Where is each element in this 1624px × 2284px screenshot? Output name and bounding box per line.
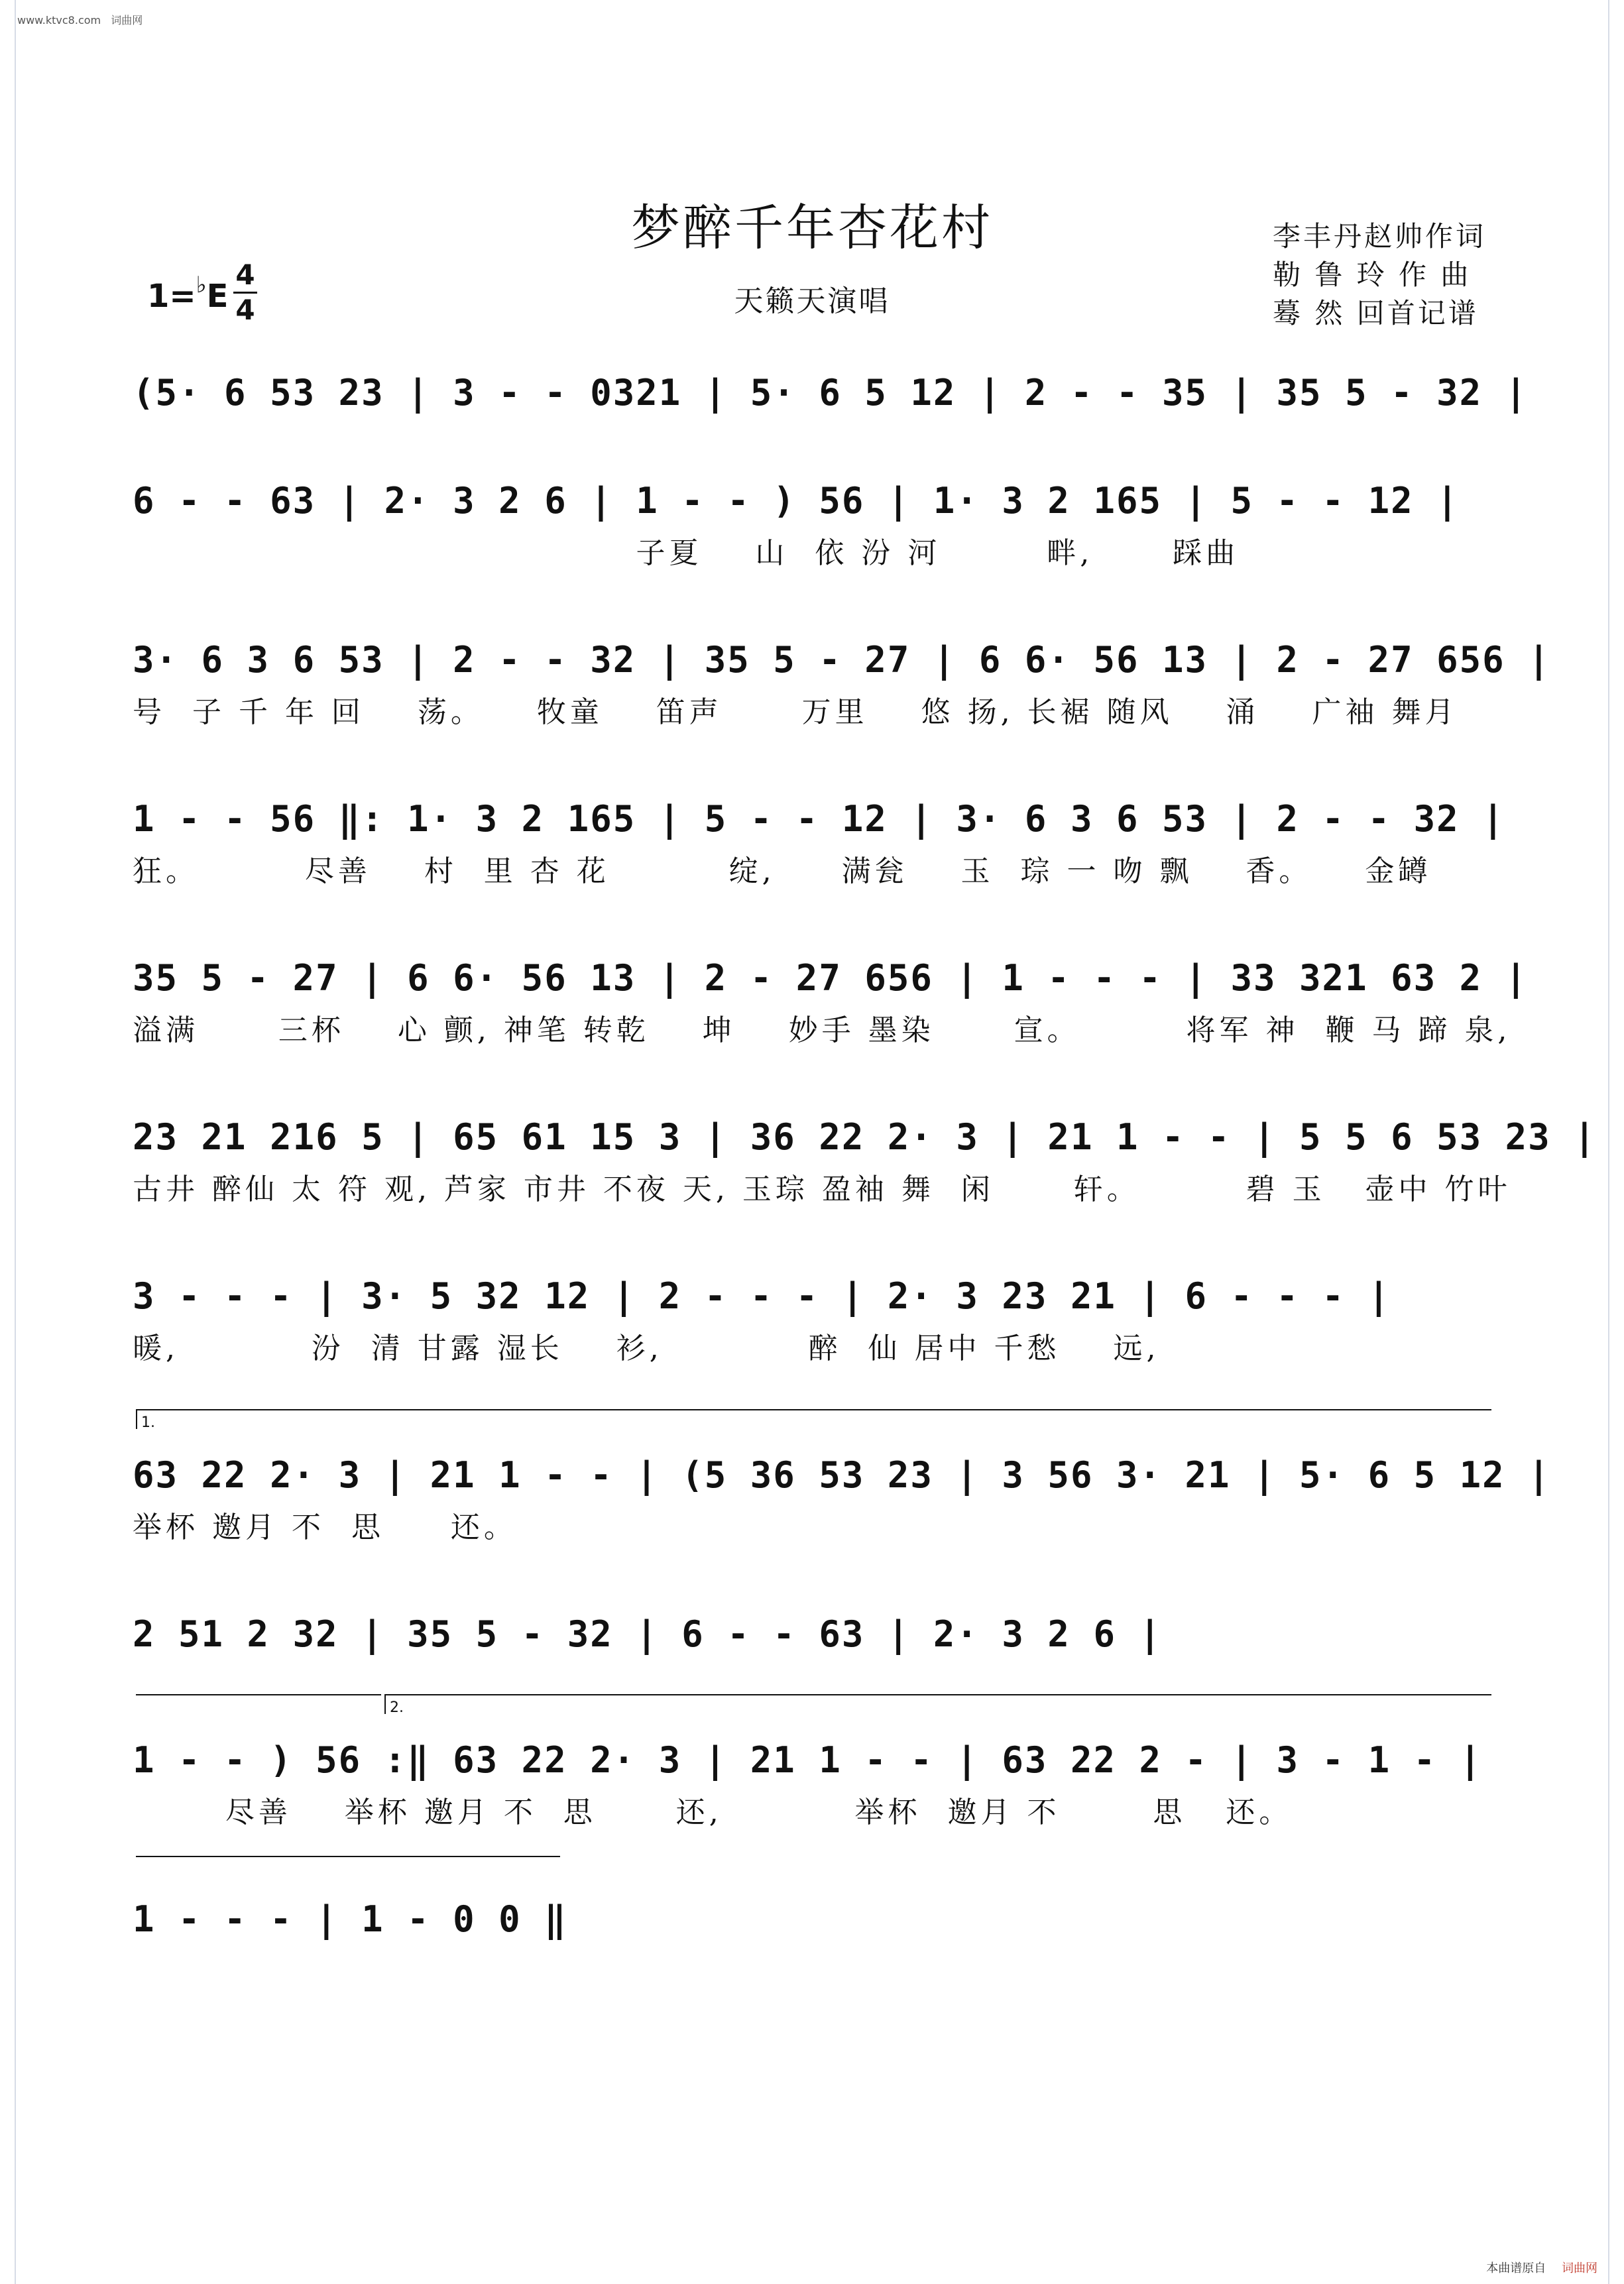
lyrics-row: 溢满 三杯 心 颤, 神笔 转乾 坤 妙手 墨染 宣。 将军 神 鞭 马 蹄 泉, bbox=[133, 1013, 1511, 1047]
key-prefix: 1= bbox=[147, 278, 196, 315]
notation-row bbox=[133, 1609, 1491, 1662]
second-ending-label: 2. bbox=[390, 1699, 404, 1716]
notation-row bbox=[133, 635, 1551, 688]
right-margin-strip bbox=[1608, 0, 1624, 2284]
notation-text: 63 22 2· 3 | 21 1 - - | (5 36 53 23 | 3 56 3· 21 | 5· 6 5 12 | bbox=[133, 1454, 1551, 1496]
score-system-10 bbox=[133, 1735, 1491, 1828]
first-ending-hook bbox=[136, 1410, 137, 1429]
notation-text: (5· 6 53 23 | 3 - - 0321 | 5· 6 5 12 | 2 - - 35 | 35 5 - 32 | bbox=[133, 372, 1529, 414]
notation-text: 3· 6 3 6 53 | 2 - - 32 | 35 5 - 27 | 6 6· 56 13 | 2 - 27 656 | bbox=[133, 639, 1551, 681]
footer-source-label: 本曲谱原自 bbox=[1486, 2261, 1546, 2275]
score-system-4 bbox=[133, 794, 1505, 888]
credits bbox=[1273, 217, 1486, 333]
lyrics-row: 号 子 千 年 回 荡。 牧童 笛声 万里 悠 扬, 长裾 随风 涌 广袖 舞月 bbox=[133, 695, 1458, 729]
notation-row bbox=[133, 1271, 1491, 1324]
left-margin-strip bbox=[0, 0, 16, 2284]
lyrics-row: 尽善 举杯 邀月 不 思 还, 举杯 邀月 不 思 还。 bbox=[133, 1796, 1293, 1829]
site-name: 词曲网 bbox=[111, 14, 143, 27]
score-system-11 bbox=[133, 1894, 1491, 1987]
notation-text: 6 - - 63 | 2· 3 2 6 | 1 - - ) 56 | 1· 3 2 165 | 5 - - 12 | bbox=[133, 480, 1460, 522]
notation-row bbox=[133, 953, 1529, 1006]
notation-text: 1 - - 56 ‖: 1· 3 2 165 | 5 - - 12 | 3· 6 3 6 53 | 2 - - 32 | bbox=[133, 798, 1505, 840]
score-system-2 bbox=[133, 476, 1491, 569]
score-system-5 bbox=[133, 953, 1529, 1047]
notation-row bbox=[133, 476, 1491, 529]
lyrics-row: 暖, 汾 清 甘露 湿长 衫, 醉 仙 居中 千愁 远, bbox=[133, 1332, 1160, 1365]
notation-row bbox=[133, 1112, 1597, 1165]
notation-text: 35 5 - 27 | 6 6· 56 13 | 2 - 27 656 | 1 - - - | 33 321 63 2 | bbox=[133, 957, 1529, 999]
score-system-1 bbox=[133, 368, 1529, 461]
composer-credit: 勒 鲁 玲 作 曲 bbox=[1273, 258, 1472, 291]
time-sig-bottom: 4 bbox=[235, 294, 255, 326]
lyrics-row: 举杯 邀月 不 思 还。 bbox=[133, 1511, 517, 1544]
first-ending-bracket-continued bbox=[136, 1694, 381, 1695]
notation-text: 1 - - - | 1 - 0 0 ‖ bbox=[133, 1898, 567, 1940]
singer-line: 天籁天演唱 bbox=[734, 284, 890, 318]
notation-row bbox=[133, 368, 1529, 421]
lyricist-credit: 李丰丹赵帅作词 bbox=[1273, 220, 1487, 253]
first-ending-bracket bbox=[136, 1409, 1491, 1431]
lyrics-row: 古井 醉仙 太 符 观, 芦家 市井 不夜 天, 玉琮 盈袖 舞 闲 轩。 碧 玉 壶中 竹叶 bbox=[133, 1172, 1511, 1206]
score-system-3 bbox=[133, 635, 1551, 729]
notation-text: 1 - - ) 56 :‖ 63 22 2· 3 | 21 1 - - | 63 22 2 - | 3 - 1 - | bbox=[133, 1739, 1483, 1781]
second-ending-hook bbox=[384, 1695, 386, 1714]
second-ending-bracket bbox=[384, 1694, 1491, 1716]
score-system-8 bbox=[133, 1450, 1551, 1544]
notation-row bbox=[133, 1735, 1491, 1788]
first-ending-label: 1. bbox=[141, 1414, 155, 1431]
score-system-9 bbox=[133, 1609, 1491, 1702]
notation-text: 23 21 216 5 | 65 61 15 3 | 36 22 2· 3 | 21 1 - - | 5 5 6 53 23 | bbox=[133, 1116, 1597, 1158]
lyrics-row bbox=[133, 1662, 1491, 1702]
lyrics-row: 子夏 山 依 汾 河 畔, 踩曲 bbox=[133, 536, 1240, 570]
song-title: 梦醉千年杏花村 bbox=[631, 200, 993, 257]
notation-row bbox=[133, 1894, 1491, 1947]
site-url: www.ktvc8.com bbox=[17, 14, 101, 27]
lyrics-row: 狂。 尽善 村 里 杏 花 绽, 满瓮 玉 琮 一 吻 飘 香。 金罇 bbox=[133, 854, 1432, 888]
key-letter: E bbox=[206, 278, 229, 315]
notation-row bbox=[133, 794, 1505, 847]
flat-icon: ♭ bbox=[196, 272, 207, 298]
notation-text: 3 - - - | 3· 5 32 12 | 2 - - - | 2· 3 23 21 | 6 - - - | bbox=[133, 1275, 1391, 1317]
score-system-6 bbox=[133, 1112, 1597, 1206]
lyrics-row bbox=[133, 421, 1491, 461]
site-header bbox=[17, 12, 149, 27]
transcriber-credit: 蓦 然 回首记谱 bbox=[1273, 297, 1479, 329]
second-ending-bracket-continued bbox=[136, 1856, 560, 1857]
notation-text: 2 51 2 32 | 35 5 - 32 | 6 - - 63 | 2· 3 2 6 | bbox=[133, 1613, 1162, 1655]
time-sig-top: 4 bbox=[235, 258, 255, 291]
score-system-7 bbox=[133, 1271, 1491, 1364]
notation-row bbox=[133, 1450, 1551, 1503]
lyrics-row bbox=[133, 1947, 1491, 1987]
footer-site-name: 词曲网 bbox=[1562, 2261, 1597, 2275]
page-footer bbox=[1486, 2259, 1597, 2276]
